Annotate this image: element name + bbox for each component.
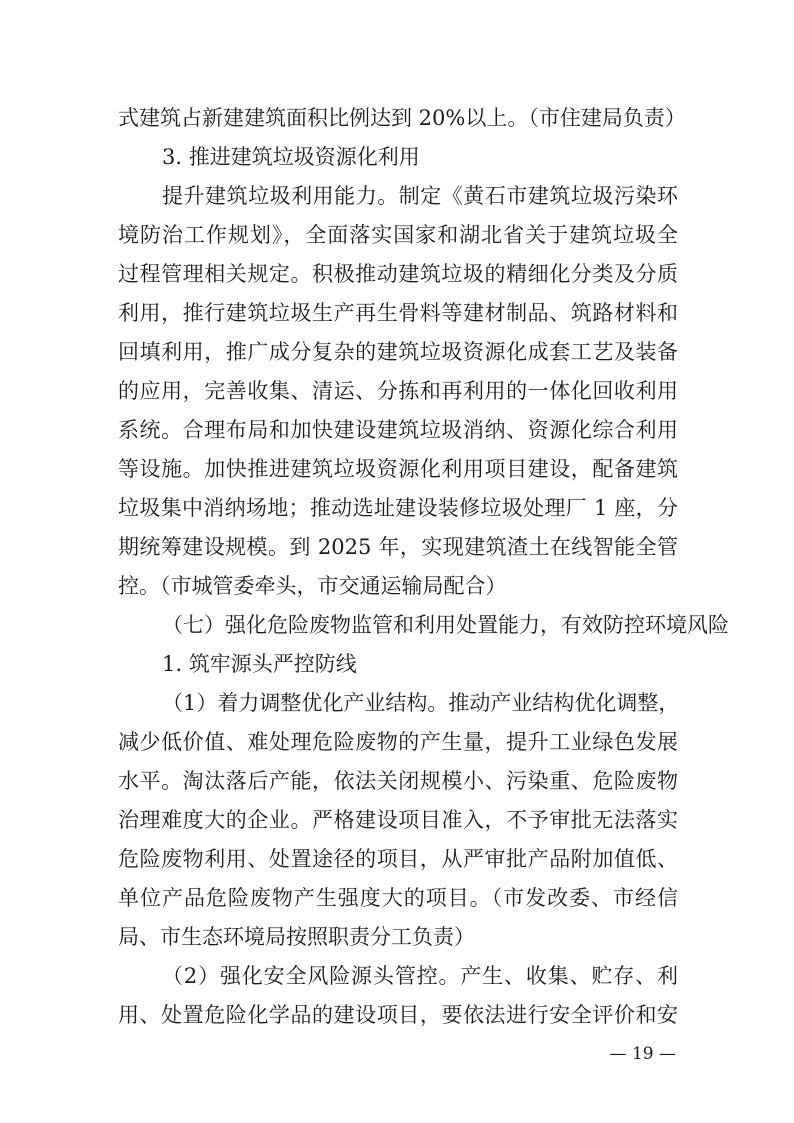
- section-heading: 1. 筑牢源头严控防线: [162, 652, 357, 676]
- paragraph-line: 水平。淘汰落后产能，依法关闭规模小、污染重、危险废物: [118, 769, 678, 793]
- page-number: — 19 —: [609, 1044, 676, 1064]
- paragraph-line: 的应用，完善收集、清运、分拣和再利用的一体化回收利用: [118, 379, 678, 403]
- paragraph-line: 境防治工作规划》，全面落实国家和湖北省关于建筑垃圾全: [118, 223, 678, 247]
- paragraph-line: 式建筑占新建建筑面积比例达到 20%以上。（市住建局负责）: [118, 106, 686, 130]
- paragraph-line: 系统。合理布局和加快建设建筑垃圾消纳、资源化综合利用: [118, 418, 678, 442]
- paragraph-line: 等设施。加快推进建筑垃圾资源化利用项目建设，配备建筑: [118, 457, 678, 481]
- paragraph-line: 回填利用，推广成分复杂的建筑垃圾资源化成套工艺及装备: [118, 340, 678, 364]
- paragraph-line: 危险废物利用、处置途径的项目，从严审批产品附加值低、: [118, 847, 678, 871]
- section-heading: 3. 推进建筑垃圾资源化利用: [162, 145, 420, 169]
- paragraph-line: 局、市生态环境局按照职责分工负责）: [118, 925, 475, 949]
- paragraph-line: 单位产品危险废物产生强度大的项目。（市发改委、市经信: [118, 886, 678, 910]
- paragraph-line: 垃圾集中消纳场地；推动选址建设装修垃圾处理厂 1 座，分: [118, 496, 678, 520]
- paragraph-line: 治理难度大的企业。严格建设项目准入，不予审批无法落实: [118, 808, 678, 832]
- paragraph-line: 过程管理相关规定。积极推动建筑垃圾的精细化分类及分质: [118, 262, 678, 286]
- section-heading: （七）强化危险废物监管和利用处置能力，有效防控环境风险: [162, 613, 729, 637]
- paragraph-line: 提升建筑垃圾利用能力。制定《黄石市建筑垃圾污染环: [162, 184, 678, 208]
- paragraph-line: 期统筹建设规模。到 2025 年，实现建筑渣土在线智能全管: [118, 535, 678, 559]
- paragraph-line: 利用，推行建筑垃圾生产再生骨料等建材制品、筑路材料和: [118, 301, 678, 325]
- paragraph-line: 减少低价值、难处理危险废物的产生量，提升工业绿色发展: [118, 730, 678, 754]
- paragraph-line: 用、处置危险化学品的建设项目，要依法进行安全评价和安: [118, 1003, 678, 1027]
- paragraph-line: 控。（市城管委牵头，市交通运输局配合）: [118, 574, 507, 598]
- paragraph-line: （2）强化安全风险源头管控。产生、收集、贮存、利: [162, 964, 678, 988]
- paragraph-line: （1）着力调整优化产业结构。推动产业结构优化调整，: [162, 691, 680, 715]
